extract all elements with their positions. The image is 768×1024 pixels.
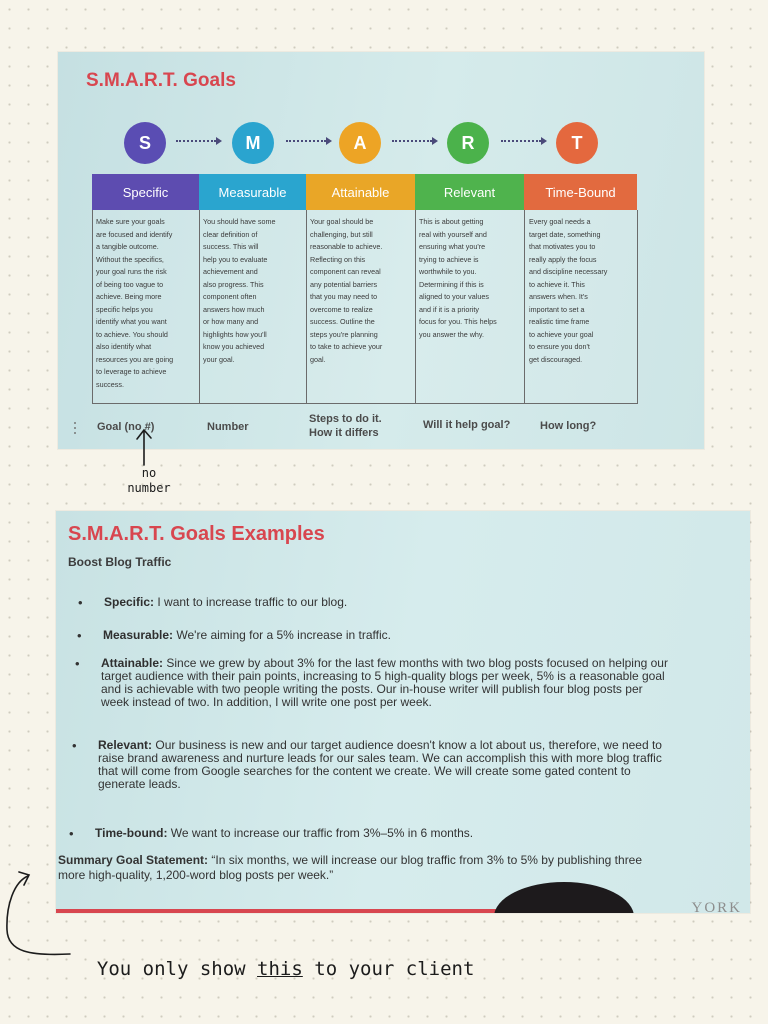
footer-goal: Goal (no #) xyxy=(97,421,155,433)
column-header-relevant: Relevant xyxy=(415,174,524,210)
arrow-icon xyxy=(501,140,541,142)
arrow-icon xyxy=(392,140,432,142)
york-logo: YORK xyxy=(691,900,742,913)
bullet-icon: • xyxy=(77,628,82,643)
column-text-measurable: You should have some clear definition of success. This will help you to evaluate achievement and also progress. This component often answers how much or how many and highlights how you'll know you achieved your goal. xyxy=(203,217,276,364)
column-header-attainable: Attainable xyxy=(306,174,415,210)
handwritten-arrow-icon xyxy=(134,427,154,467)
bullet-icon: • xyxy=(69,826,74,841)
person-head xyxy=(494,882,634,913)
slide-title: S.M.A.R.T. Goals Examples xyxy=(68,523,325,545)
arrow-icon xyxy=(176,140,216,142)
handwritten-note: no number xyxy=(127,466,171,495)
column-text-relevant: This is about getting real with yourself and ensuring what you're trying to achieve is worthwhile to you. Determining if this is aligned to your values and if it is a priority focus for you. This helps you answer the why. xyxy=(419,217,497,339)
circle-r: R xyxy=(447,122,489,164)
circle-m: M xyxy=(232,122,274,164)
bullet-measurable: • Measurable: We're aiming for a 5% increase in traffic. xyxy=(77,628,391,643)
more-dots-icon xyxy=(74,422,77,437)
smart-goals-examples-slide xyxy=(56,511,750,913)
circle-t: T xyxy=(556,122,598,164)
slide-subtitle: Boost Blog Traffic xyxy=(68,555,172,569)
accent-bar xyxy=(56,909,496,913)
handwritten-bottom-note: You only show this to your client xyxy=(96,958,475,980)
column-text-specific: Make sure your goals are focused and identify a tangible outcome. Without the specifics, your goal runs the risk of being too vague to achieve. Being more specific helps you identify what you want to achieve. You should also identify what resources you are going to leverage to achieve success. xyxy=(96,217,174,389)
footer-number: Number xyxy=(207,421,249,433)
circle-s: S xyxy=(124,122,166,164)
handwritten-emphasis: this xyxy=(257,958,303,980)
footer-how-long: How long? xyxy=(540,420,597,432)
slide-title: S.M.A.R.T. Goals xyxy=(86,70,236,91)
column-text-time-bound: Every goal needs a target date, something that motivates you to really apply the focus and discipline necessary to achieve it. This answers when. It's important to set a realistic time frame to achieve your goal to ensure you don't get discouraged. xyxy=(529,217,608,364)
column-text-attainable: Your goal should be challenging, but still reasonable to achieve. Reflecting on this component can reveal any potential barriers that you may need to overcome to realize success. Outline the steps you're planning to take to achieve your goal. xyxy=(310,217,383,364)
footer-steps: Steps to do it. How it differs xyxy=(309,413,382,439)
column-header-time-bound: Time-Bound xyxy=(524,174,637,210)
circle-a: A xyxy=(339,122,381,164)
bullet-icon: • xyxy=(78,595,83,610)
column-header-measurable: Measurable xyxy=(199,174,306,210)
column-header-specific: Specific xyxy=(92,174,199,210)
bullet-icon: • xyxy=(72,738,77,753)
bullet-specific: • Specific: I want to increase traffic to our blog. xyxy=(78,595,348,610)
handwritten-curved-arrow-icon xyxy=(0,860,80,970)
bullet-time-bound: • Time-bound: We want to increase our traffic from 3%–5% in 6 months. xyxy=(69,826,474,841)
summary-goal-statement: Summary Goal Statement: “In six months, we will increase our blog traffic from 3% to 5% by publishing three more high-quality, 1,200-word blog posts per week.” xyxy=(58,853,643,882)
footer-relevant: Will it help goal? xyxy=(423,419,511,431)
bullet-icon: • xyxy=(75,656,80,671)
arrow-icon xyxy=(286,140,326,142)
smart-goals-slide xyxy=(58,52,704,449)
bullet-relevant: • Relevant: Our business is new and our target audience doesn't know a lot about us, therefore, we need to raise brand awareness and nurture leads for our sales team. We can accomplish this with more blog traffic that will come from Google searches for the content we create. We will create some gated content to generate leads. xyxy=(72,738,662,791)
bullet-attainable: • Attainable: Since we grew by about 3% for the last few months with two blog posts focused on helping our target audience with their pain points, increasing to 5 high-quality blogs per week, 5% is a reasonable goal and is achievable with two people writing the posts. Our in-house writer will publish four blog posts per week instead of two. In addition, I will write one post per week. xyxy=(75,656,668,709)
